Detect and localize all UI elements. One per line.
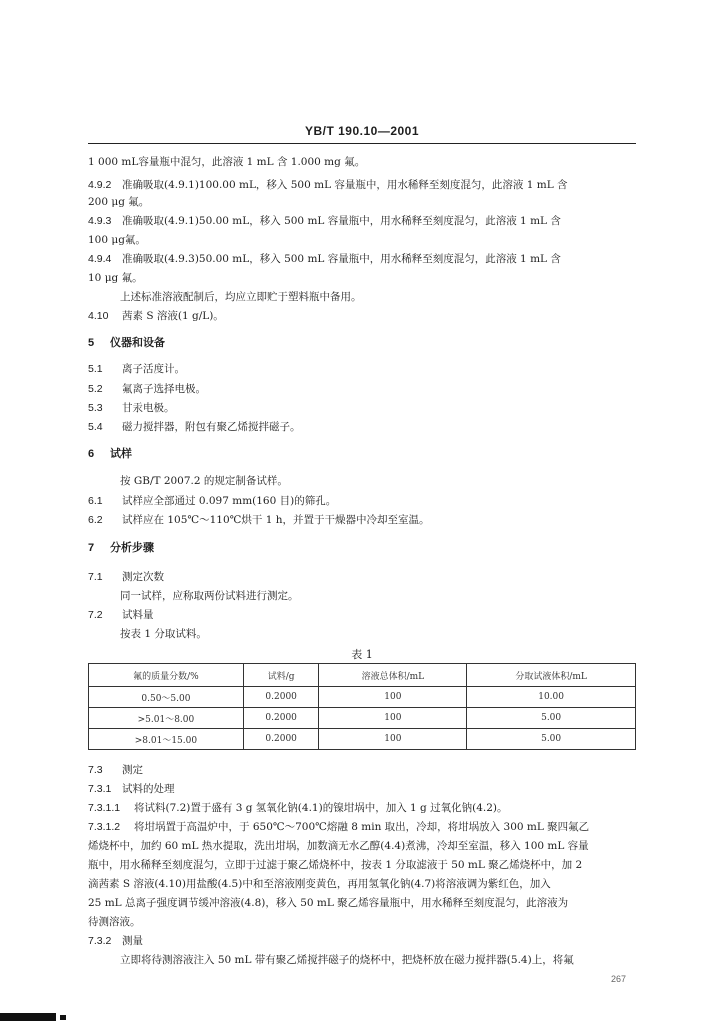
- clause-line: 4.9.4 准确吸取(4.9.3)50.00 mL，移入 500 mL 容量瓶中，用水稀释至刻度混匀，此溶液 1 mL 含: [88, 253, 561, 265]
- table-cell: 100: [319, 729, 467, 750]
- clause-line: 7.3 测定: [88, 764, 143, 776]
- table-cell: 100: [319, 687, 467, 708]
- standard-code-header: YB/T 190.10—2001: [304, 124, 420, 138]
- text-line: 100 μg氟。: [88, 234, 146, 246]
- scan-edge-mark: [0, 1013, 56, 1021]
- table-cell: 100: [319, 708, 467, 729]
- text-line: 按表 1 分取试料。: [120, 628, 207, 640]
- text-line: 同一试样，应称取两份试料进行测定。: [120, 590, 299, 602]
- text-line: 上述标准溶液配制后，均应立即贮于塑料瓶中备用。: [120, 291, 362, 303]
- section-heading: 7 分析步骤: [88, 541, 154, 554]
- text-line: 200 μg 氟。: [88, 196, 150, 208]
- clause-line: 7.2 试料量: [88, 609, 154, 621]
- table-cell: 0.2000: [243, 708, 319, 729]
- table-cell: 0.50～5.00: [89, 687, 244, 708]
- section-heading: 6 试样: [88, 447, 132, 460]
- text-line: 25 mL 总离子强度调节缓冲溶液(4.8)，移入 50 mL 聚乙烯容量瓶中，用水稀释至刻度混匀，此溶液为: [88, 897, 569, 909]
- text-line: 10 μg 氟。: [88, 272, 143, 284]
- table-header-cell: 氟的质量分数/%: [89, 664, 244, 687]
- table-1: [88, 663, 636, 750]
- table-cell: 5.00: [467, 708, 636, 729]
- header-rule: [88, 143, 636, 144]
- clause-line: 7.3.2 测量: [88, 935, 143, 947]
- table-cell: 5.00: [467, 729, 636, 750]
- clause-line: 4.10 茜素 S 溶液(1 g/L)。: [88, 310, 224, 322]
- text-line: 按 GB/T 2007.2 的规定制备试样。: [120, 475, 288, 487]
- text-line: 瓶中，用水稀释至刻度混匀，立即于过滤于聚乙烯烧杯中，按表 1 分取滤液于 50 mL 聚乙烯烧杯中，加 2: [88, 859, 583, 871]
- scan-edge-mark: [60, 1015, 66, 1020]
- clause-line: 4.9.2 准确吸取(4.9.1)100.00 mL，移入 500 mL 容量瓶中，用水稀释至刻度混匀，此溶液 1 mL 含: [88, 179, 568, 191]
- table-cell: >5.01～8.00: [89, 708, 244, 729]
- text-line: 立即将待测溶液注入 50 mL 带有聚乙烯搅拌磁子的烧杯中，把烧杯放在磁力搅拌器(5.4)上，将氟: [120, 954, 574, 966]
- table-cell: 10.00: [467, 687, 636, 708]
- table-header-cell: 溶液总体积/mL: [319, 664, 467, 687]
- table-row: [89, 687, 636, 708]
- table-caption: 表 1: [351, 648, 373, 661]
- text-line: 待测溶液。: [88, 916, 141, 928]
- table-row: [89, 729, 636, 750]
- clause-line: 7.3.1.2 将坩埚置于高温炉中，于 650℃～700℃熔融 8 min 取出，冷却，将坩埚放入 300 mL 聚四氟乙: [88, 821, 590, 833]
- clause-line: 6.1 试样应全部通过 0.097 mm(160 目)的筛孔。: [88, 495, 337, 507]
- table-header-cell: 分取试液体积/mL: [467, 664, 636, 687]
- clause-line: 7.3.1 试料的处理: [88, 783, 175, 795]
- table-cell: 0.2000: [243, 687, 319, 708]
- table-cell: >8.01～15.00: [89, 729, 244, 750]
- clause-line: 5.3 甘汞电极。: [88, 402, 175, 414]
- table-row: [89, 708, 636, 729]
- clause-line: 5.2 氟离子选择电极。: [88, 383, 206, 395]
- text-line: 烯烧杯中，加约 60 mL 热水提取，洗出坩埚，加数滴无水乙醇(4.4)煮沸，冷却至室温，移入 100 mL 容量: [88, 840, 589, 852]
- clause-line: 6.2 试样应在 105℃～110℃烘干 1 h，并置于干燥器中冷却至室温。: [88, 514, 430, 526]
- text-line: 滴茜素 S 溶液(4.10)用盐酸(4.5)中和至溶液刚变黄色，再用氢氧化钠(4.7)将溶液调为紫红色，加入: [88, 878, 551, 890]
- clause-line: 5.4 磁力搅拌器，附包有聚乙烯搅拌磁子。: [88, 421, 301, 433]
- text-line: 1 000 mL容量瓶中混匀，此溶液 1 mL 含 1.000 mg 氟。: [88, 156, 366, 168]
- clause-line: 4.9.3 准确吸取(4.9.1)50.00 mL，移入 500 mL 容量瓶中，用水稀释至刻度混匀，此溶液 1 mL 含: [88, 215, 561, 227]
- table-header-cell: 试料/g: [243, 664, 319, 687]
- clause-line: 7.3.1.1 将试料(7.2)置于盛有 3 g 氢氧化钠(4.1)的镍坩埚中，加入 1 g 过氧化钠(4.2)。: [88, 802, 508, 814]
- clause-line: 5.1 离子活度计。: [88, 363, 185, 375]
- page-number: 267: [610, 974, 626, 984]
- clause-line: 7.1 测定次数: [88, 571, 164, 583]
- table-cell: 0.2000: [243, 729, 319, 750]
- section-heading: 5 仪器和设备: [88, 336, 165, 349]
